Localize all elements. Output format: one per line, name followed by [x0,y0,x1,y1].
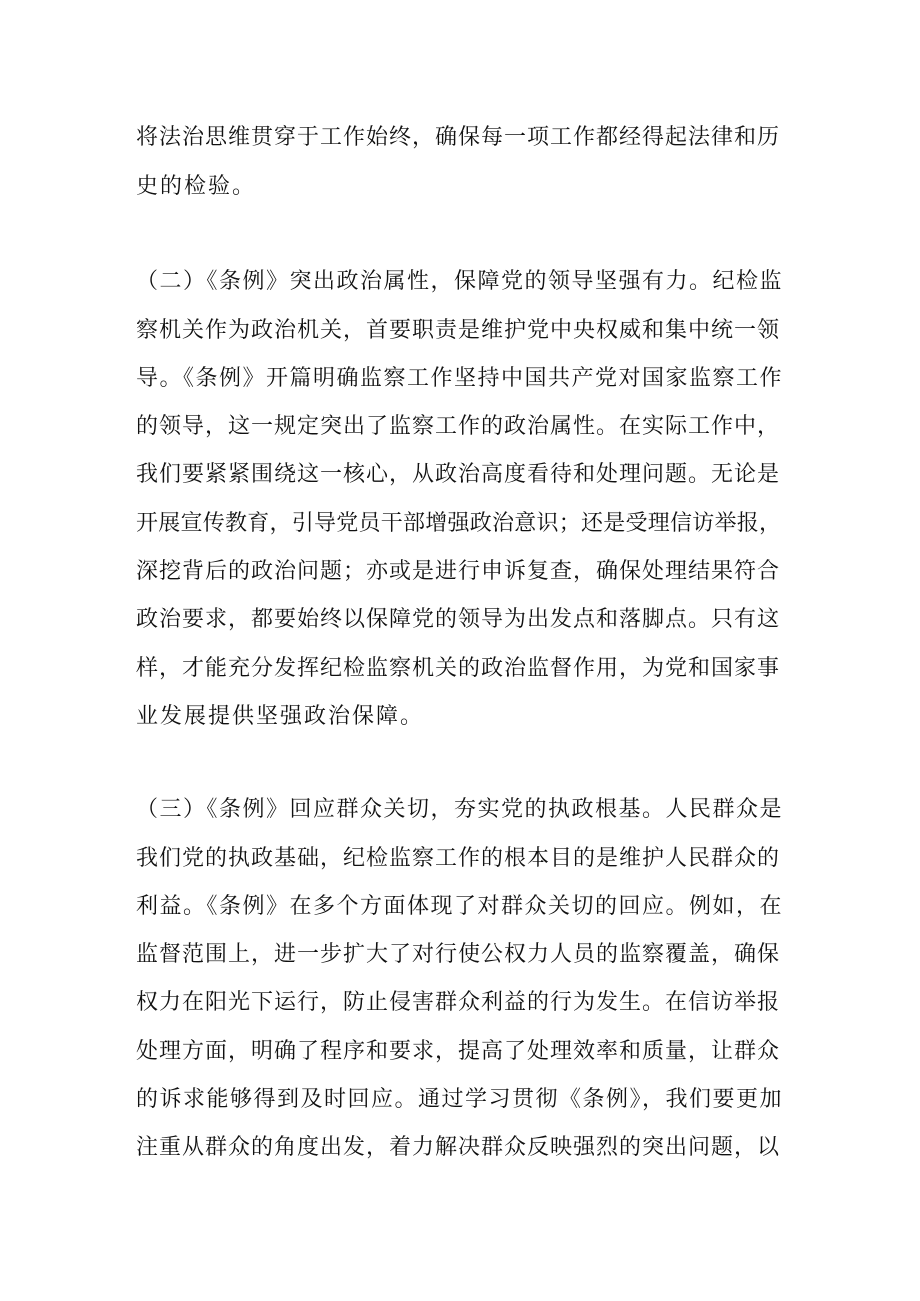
paragraph-2-line-7: 深挖背后的政治问题；亦或是进行申诉复查，确保处理结果符合 [136,559,781,584]
paragraph-3-line-7: 的诉求能够得到及时回应。通过学习贯彻《条例》，我们要更加 [136,1087,784,1112]
paragraph-3-line-4: 监督范围上，进一步扩大了对行使公权力人员的监察覆盖，确保 [136,942,781,967]
paragraph-2-line-5: 我们要紧紧围绕这一核心，从政治高度看待和处理问题。无论是 [136,462,781,487]
paragraph-3-line-2: 我们党的执政基础，纪检监察工作的根本目的是维护人民群众的 [136,846,781,871]
paragraph-2-line-9: 样，才能充分发挥纪检监察机关的政治监督作用，为党和国家事 [136,656,781,681]
paragraph-3-line-8: 注重从群众的角度出发，着力解决群众反映强烈的突出问题，以 [136,1135,781,1160]
paragraph-2-line-2: 察机关作为政治机关，首要职责是维护党中央权威和集中统一领 [136,318,781,343]
paragraph-1-line-1: 将法治思维贯穿于工作始终，确保每一项工作都经得起法律和历 [136,125,781,150]
paragraph-3-line-3: 利益。《条例》在多个方面体现了对群众关切的回应。例如，在 [136,894,784,919]
paragraph-3-line-1: （三）《条例》回应群众关切，夯实党的执政根基。人民群众是 [136,797,784,822]
paragraph-3-line-6: 处理方面，明确了程序和要求，提高了处理效率和质量，让群众 [136,1039,781,1064]
paragraph-2-line-4: 的领导，这一规定突出了监察工作的政治属性。在实际工作中， [136,414,781,439]
paragraph-2-line-8: 政治要求，都要始终以保障党的领导为出发点和落脚点。只有这 [136,607,781,632]
paragraph-1-line-2: 史的检验。 [136,174,257,199]
paragraph-2-line-3: 导。《条例》开篇明确监察工作坚持中国共产党对国家监察工作 [136,366,784,391]
paragraph-2-line-1: （二）《条例》突出政治属性，保障党的领导坚强有力。纪检监 [136,269,784,294]
paragraph-2-line-6: 开展宣传教育，引导党员干部增强政治意识；还是受理信访举报， [136,511,782,536]
paragraph-3-line-5: 权力在阳光下运行，防止侵害群众利益的行为发生。在信访举报 [136,990,781,1015]
paragraph-2-line-10: 业发展提供坚强政治保障。 [136,704,425,729]
